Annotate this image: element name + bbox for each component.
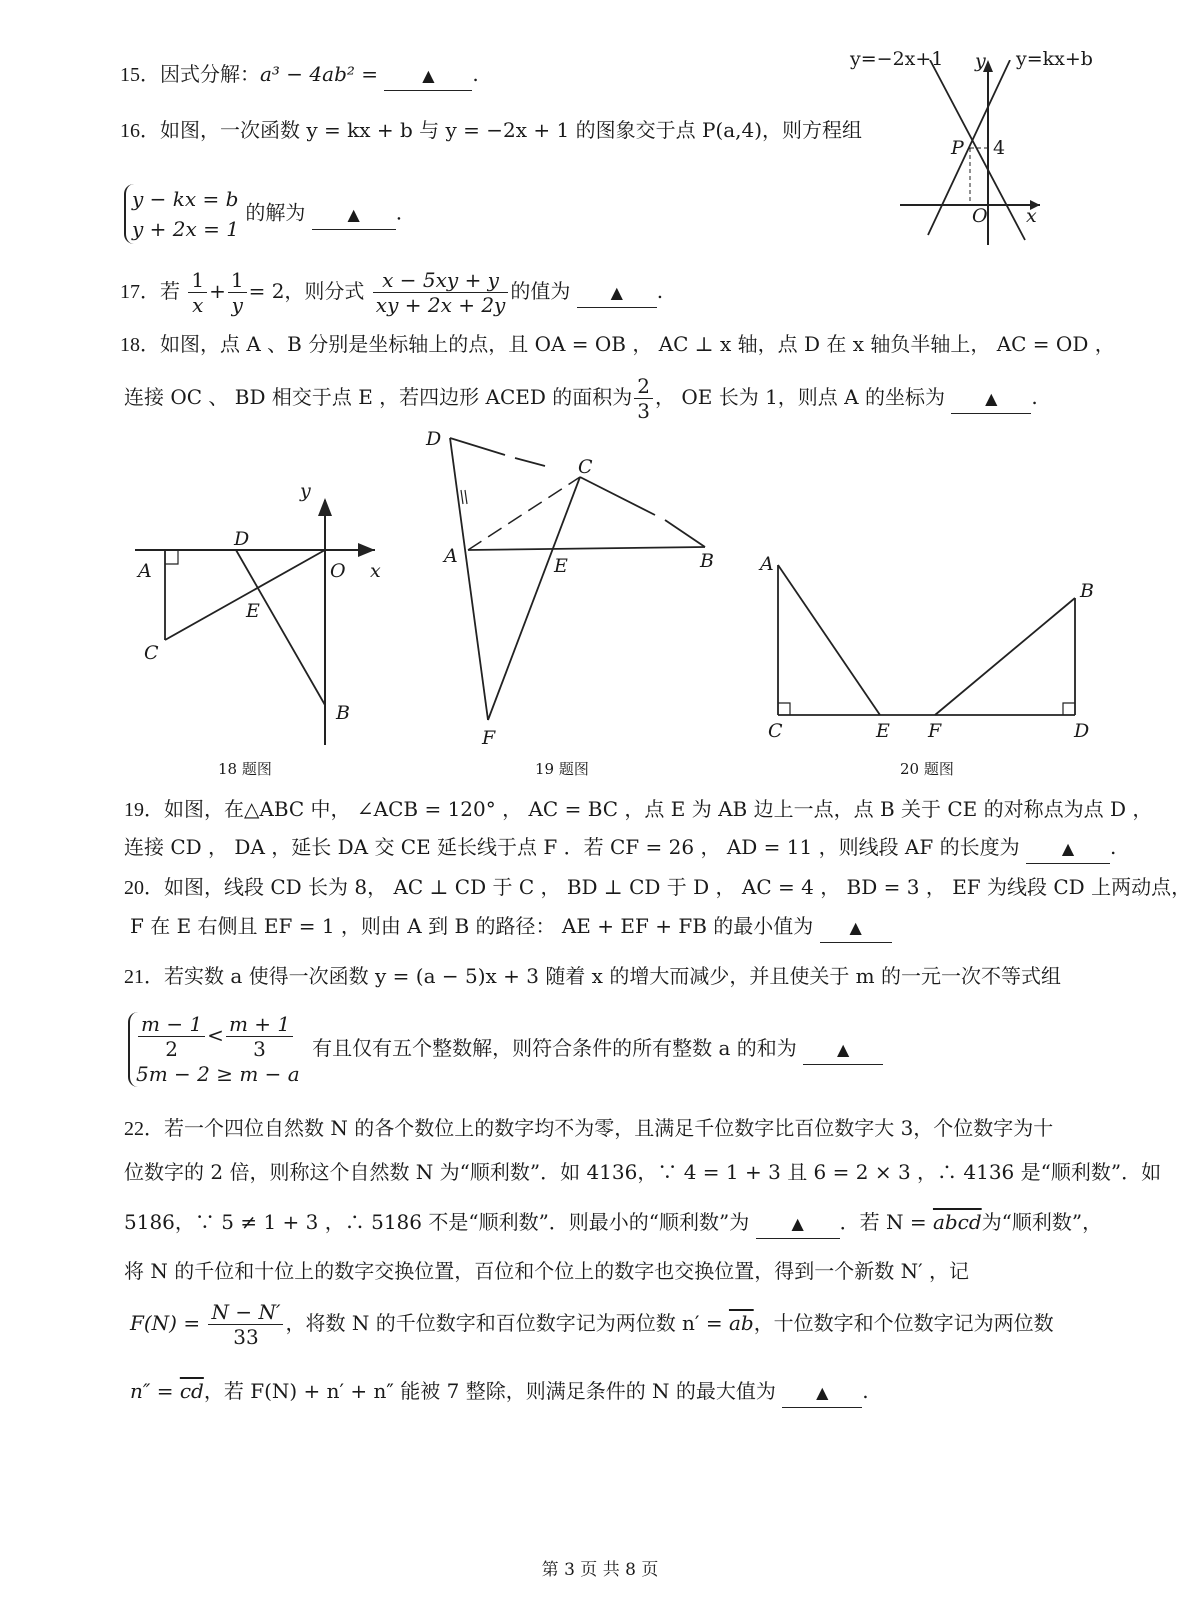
question-number: 19． (124, 799, 164, 821)
answer-blank: ▲ (820, 912, 892, 943)
question-21-line-1 (124, 962, 1061, 991)
question-22-line-6 (130, 1377, 869, 1408)
question-text: F 在 E 右侧且 EF = 1 ，则由 A 到 B 的路径： AE + EF + FB 的最小值为 (130, 914, 814, 938)
overline-cd: $\overline{cd}$ (179, 1379, 204, 1403)
segment-CB-part2 (665, 520, 705, 547)
question-text: 如图，一次函数 y = kx + b 与 y = −2x + 1 的图象交于点 P(a,4)，则方程组 (160, 118, 863, 142)
fig18-caption: 18 题图 (218, 760, 272, 778)
question-22-line-1 (124, 1114, 1053, 1143)
question-text: ， OE 长为 1，则点 A 的坐标为 (655, 385, 945, 409)
question-text: 的值为 (510, 279, 571, 303)
question-text: ，若 F(N) + n′ + n″ 能被 7 整除，则满足条件的 N 的最大值为 (203, 1379, 776, 1403)
fig20-label-F: F (928, 720, 942, 742)
segment-AB (468, 547, 705, 550)
tick-mark-1 (461, 490, 463, 504)
numerator: x − 5xy + y (373, 268, 509, 293)
question-22-line-3 (124, 1208, 1102, 1239)
overline-ab: $\overline{ab}$ (728, 1311, 754, 1335)
question-22-line-5 (130, 1300, 1054, 1349)
question-text: 如图，点 A 、B 分别是坐标轴上的点，且 OA = OB ， AC ⊥ x 轴，点 D 在 x 轴负半轴上， AC = OD ， (160, 332, 1115, 356)
fig18-label-O: O (330, 560, 346, 582)
question-text: ，将数 N 的千位数字和百位数字记为两位数 n′ = (285, 1311, 723, 1335)
fig19-label-B: B (700, 550, 714, 572)
question-15 (120, 60, 479, 91)
fig16-origin-label: O (972, 205, 988, 227)
answer-blank-2: ▲ (782, 1377, 862, 1408)
question-text: 将 N 的千位和十位上的数字交换位置，百位和个位上的数字也交换位置，得到一个新数 N′ ，记 (124, 1259, 969, 1283)
numerator: N − N′ (208, 1300, 283, 1325)
fig20-label-C: C (768, 720, 783, 742)
question-number: 17． (120, 281, 160, 303)
fig18-label-y: y (300, 480, 311, 502)
question-text: 有且仅有五个整数解，则符合条件的所有整数 a 的和为 (312, 1036, 797, 1060)
question-16 (120, 116, 862, 145)
denominator: 33 (233, 1325, 259, 1349)
fig16-tick-4: 4 (993, 137, 1006, 159)
denominator: 3 (253, 1037, 266, 1061)
fig18-label-E: E (246, 600, 260, 622)
fig19-label-F: F (482, 727, 496, 749)
fig20-label-A: A (760, 553, 774, 575)
equation-1: y − kx = b (132, 187, 239, 211)
numerator: m + 1 (226, 1012, 293, 1037)
denominator: y (231, 293, 243, 317)
figure-18 (120, 480, 400, 760)
fig19-label-A: A (444, 545, 458, 567)
question-text: 若 (160, 279, 180, 303)
question-text: 连接 CD ， DA ，延长 DA 交 CE 延长线于点 F ．若 CF = 26 ， AD = 11 ，则线段 AF 的长度为 (124, 835, 1020, 859)
denominator: 2 (165, 1037, 178, 1061)
answer-blank: ▲ (1026, 833, 1110, 864)
period: . (1109, 835, 1117, 859)
period: . (395, 200, 403, 225)
segment-FB (935, 598, 1075, 715)
segment-AE (778, 565, 880, 715)
question-21-system (128, 1012, 883, 1087)
y-axis-arrow (318, 498, 332, 516)
question-20-line-2 (130, 912, 892, 943)
x-axis-arrow (358, 543, 375, 557)
segment-DF (450, 438, 488, 720)
question-text: ．若 N = (839, 1210, 927, 1234)
figure-20 (770, 560, 1090, 730)
function-F: F(N) = (130, 1311, 201, 1335)
fig19-label-E: E (554, 555, 568, 577)
numerator: m − 1 (138, 1012, 205, 1037)
fig18-label-B: B (336, 702, 350, 724)
less-than: < (207, 1023, 224, 1047)
question-text: 5186，∵ 5 ≠ 1 + 3 ，∴ 5186 不是“顺利数”．则最小的“顺利数”为 (124, 1210, 750, 1234)
question-22-line-4 (124, 1257, 969, 1285)
fraction-2-over-3 (634, 374, 653, 423)
fraction-N-minus-Nprime-over-33 (208, 1300, 283, 1349)
segment-DB (236, 550, 325, 705)
fraction-m-minus-1-over-2 (138, 1012, 205, 1061)
question-text: 若一个四位自然数 N 的各个数位上的数字均不为零，且满足千位数字比百位数字大 3，个位数字为十 (164, 1116, 1054, 1140)
plus-sign: + (209, 279, 226, 303)
segment-CO (165, 550, 325, 640)
fig20-label-D: D (1074, 720, 1090, 742)
fig19-label-D: D (426, 428, 442, 450)
answer-blank: ▲ (312, 199, 396, 230)
segment-CB-part (580, 477, 655, 515)
equation-system (124, 184, 239, 244)
question-text: 因式分解： (160, 62, 260, 86)
fig18-label-A: A (138, 560, 152, 582)
question-number: 16． (120, 120, 160, 142)
page-footer: 第 3 页 共 8 页 (541, 1560, 659, 1580)
fraction-1-over-y (228, 268, 247, 317)
answer-blank: ▲ (951, 383, 1031, 414)
fig16-x-label: x (1026, 205, 1037, 227)
equation-2: y + 2x = 1 (132, 217, 239, 241)
fig16-line-label-2: y=kx+b (1016, 48, 1093, 70)
inequality-system (128, 1012, 300, 1087)
question-text: 位数字的 2 倍，则称这个自然数 N 为“顺利数”．如 4136，∵ 4 = 1 + 3 且 6 = 2 × 3 ，∴ 4136 是“顺利数”．如 (124, 1160, 1162, 1184)
fig16-point-p: P (951, 137, 964, 159)
question-16-system (124, 184, 402, 244)
segment-DC-part (450, 438, 505, 455)
question-text: 若实数 a 使得一次函数 y = (a − 5)x + 3 随着 x 的增大而减少，并且使关于 m 的一元一次不等式组 (164, 964, 1062, 988)
fig18-label-C: C (144, 642, 159, 664)
fig18-label-x: x (370, 560, 381, 582)
period: . (472, 62, 479, 86)
tick-mark-2 (465, 490, 467, 504)
numerator: 1 (228, 268, 247, 293)
right-angle-mark (165, 550, 178, 564)
right-angle-mark-C (778, 703, 790, 715)
fig16-y-label: y (975, 50, 986, 72)
denominator: 3 (637, 399, 651, 423)
question-number: 15． (120, 64, 160, 86)
n-double-prime: n″ = (130, 1379, 174, 1403)
question-text: 的解为 (245, 200, 306, 225)
fig20-label-B: B (1080, 580, 1094, 602)
question-number: 18． (120, 334, 160, 356)
period: . (656, 279, 664, 303)
answer-blank: ▲ (577, 277, 657, 308)
question-text: 连接 OC 、 BD 相交于点 E ，若四边形 ACED 的面积为 (124, 385, 633, 409)
segment-DC-part2 (515, 458, 545, 466)
question-number: 22． (124, 1118, 164, 1140)
question-number: 20． (124, 877, 164, 899)
fig19-label-C: C (578, 456, 593, 478)
question-19-line-1 (124, 795, 1152, 824)
question-17 (120, 268, 663, 317)
question-18-line-1 (120, 330, 1115, 359)
fig20-label-E: E (876, 720, 890, 742)
question-18-line-2 (124, 374, 1038, 423)
question-text: = 2，则分式 (248, 279, 365, 303)
fig18-label-D: D (234, 528, 250, 550)
denominator: x (192, 293, 204, 317)
question-text: 如图，线段 CD 长为 8， AC ⊥ CD 于 C ， BD ⊥ CD 于 D ， AC = 4 ， BD = 3 ， EF 为线段 CD 上两动点， (164, 875, 1192, 899)
segment-AC-dashed (468, 477, 580, 550)
overline-abcd: abcd (932, 1210, 982, 1234)
math-expression: a³ − 4ab² = (260, 62, 378, 86)
fig16-line-label-1: y=−2x+1 (850, 48, 944, 70)
fig19-caption: 19 题图 (535, 760, 589, 778)
numerator: 2 (634, 374, 653, 399)
question-20-line-1 (124, 873, 1191, 902)
right-angle-mark-D (1063, 703, 1075, 715)
fig20-caption: 20 题图 (900, 760, 954, 778)
answer-blank: ▲ (803, 1034, 883, 1065)
period: . (862, 1379, 869, 1403)
inequality-2: 5m − 2 ≥ m − a (136, 1062, 300, 1086)
answer-blank: ▲ (384, 60, 472, 91)
period: . (1031, 385, 1038, 409)
answer-blank-1: ▲ (756, 1208, 840, 1239)
question-19-line-2 (124, 833, 1116, 864)
numerator: 1 (188, 268, 207, 293)
question-text: 为“顺利数”， (981, 1210, 1103, 1234)
fraction-1-over-x (188, 268, 207, 317)
denominator: xy + 2x + 2y (375, 293, 506, 317)
question-text: 如图，在△ABC 中， ∠ACB = 120° ， AC = BC ，点 E 为 AB 边上一点，点 B 关于 CE 的对称点为点 D ， (164, 797, 1153, 821)
fraction-expression (373, 268, 509, 317)
question-22-line-2 (124, 1158, 1161, 1186)
segment-CF (488, 477, 580, 720)
fraction-m-plus-1-over-3 (226, 1012, 293, 1061)
question-text: ，十位数字和个位数字记为两位数 (753, 1311, 1054, 1335)
question-number: 21． (124, 966, 164, 988)
